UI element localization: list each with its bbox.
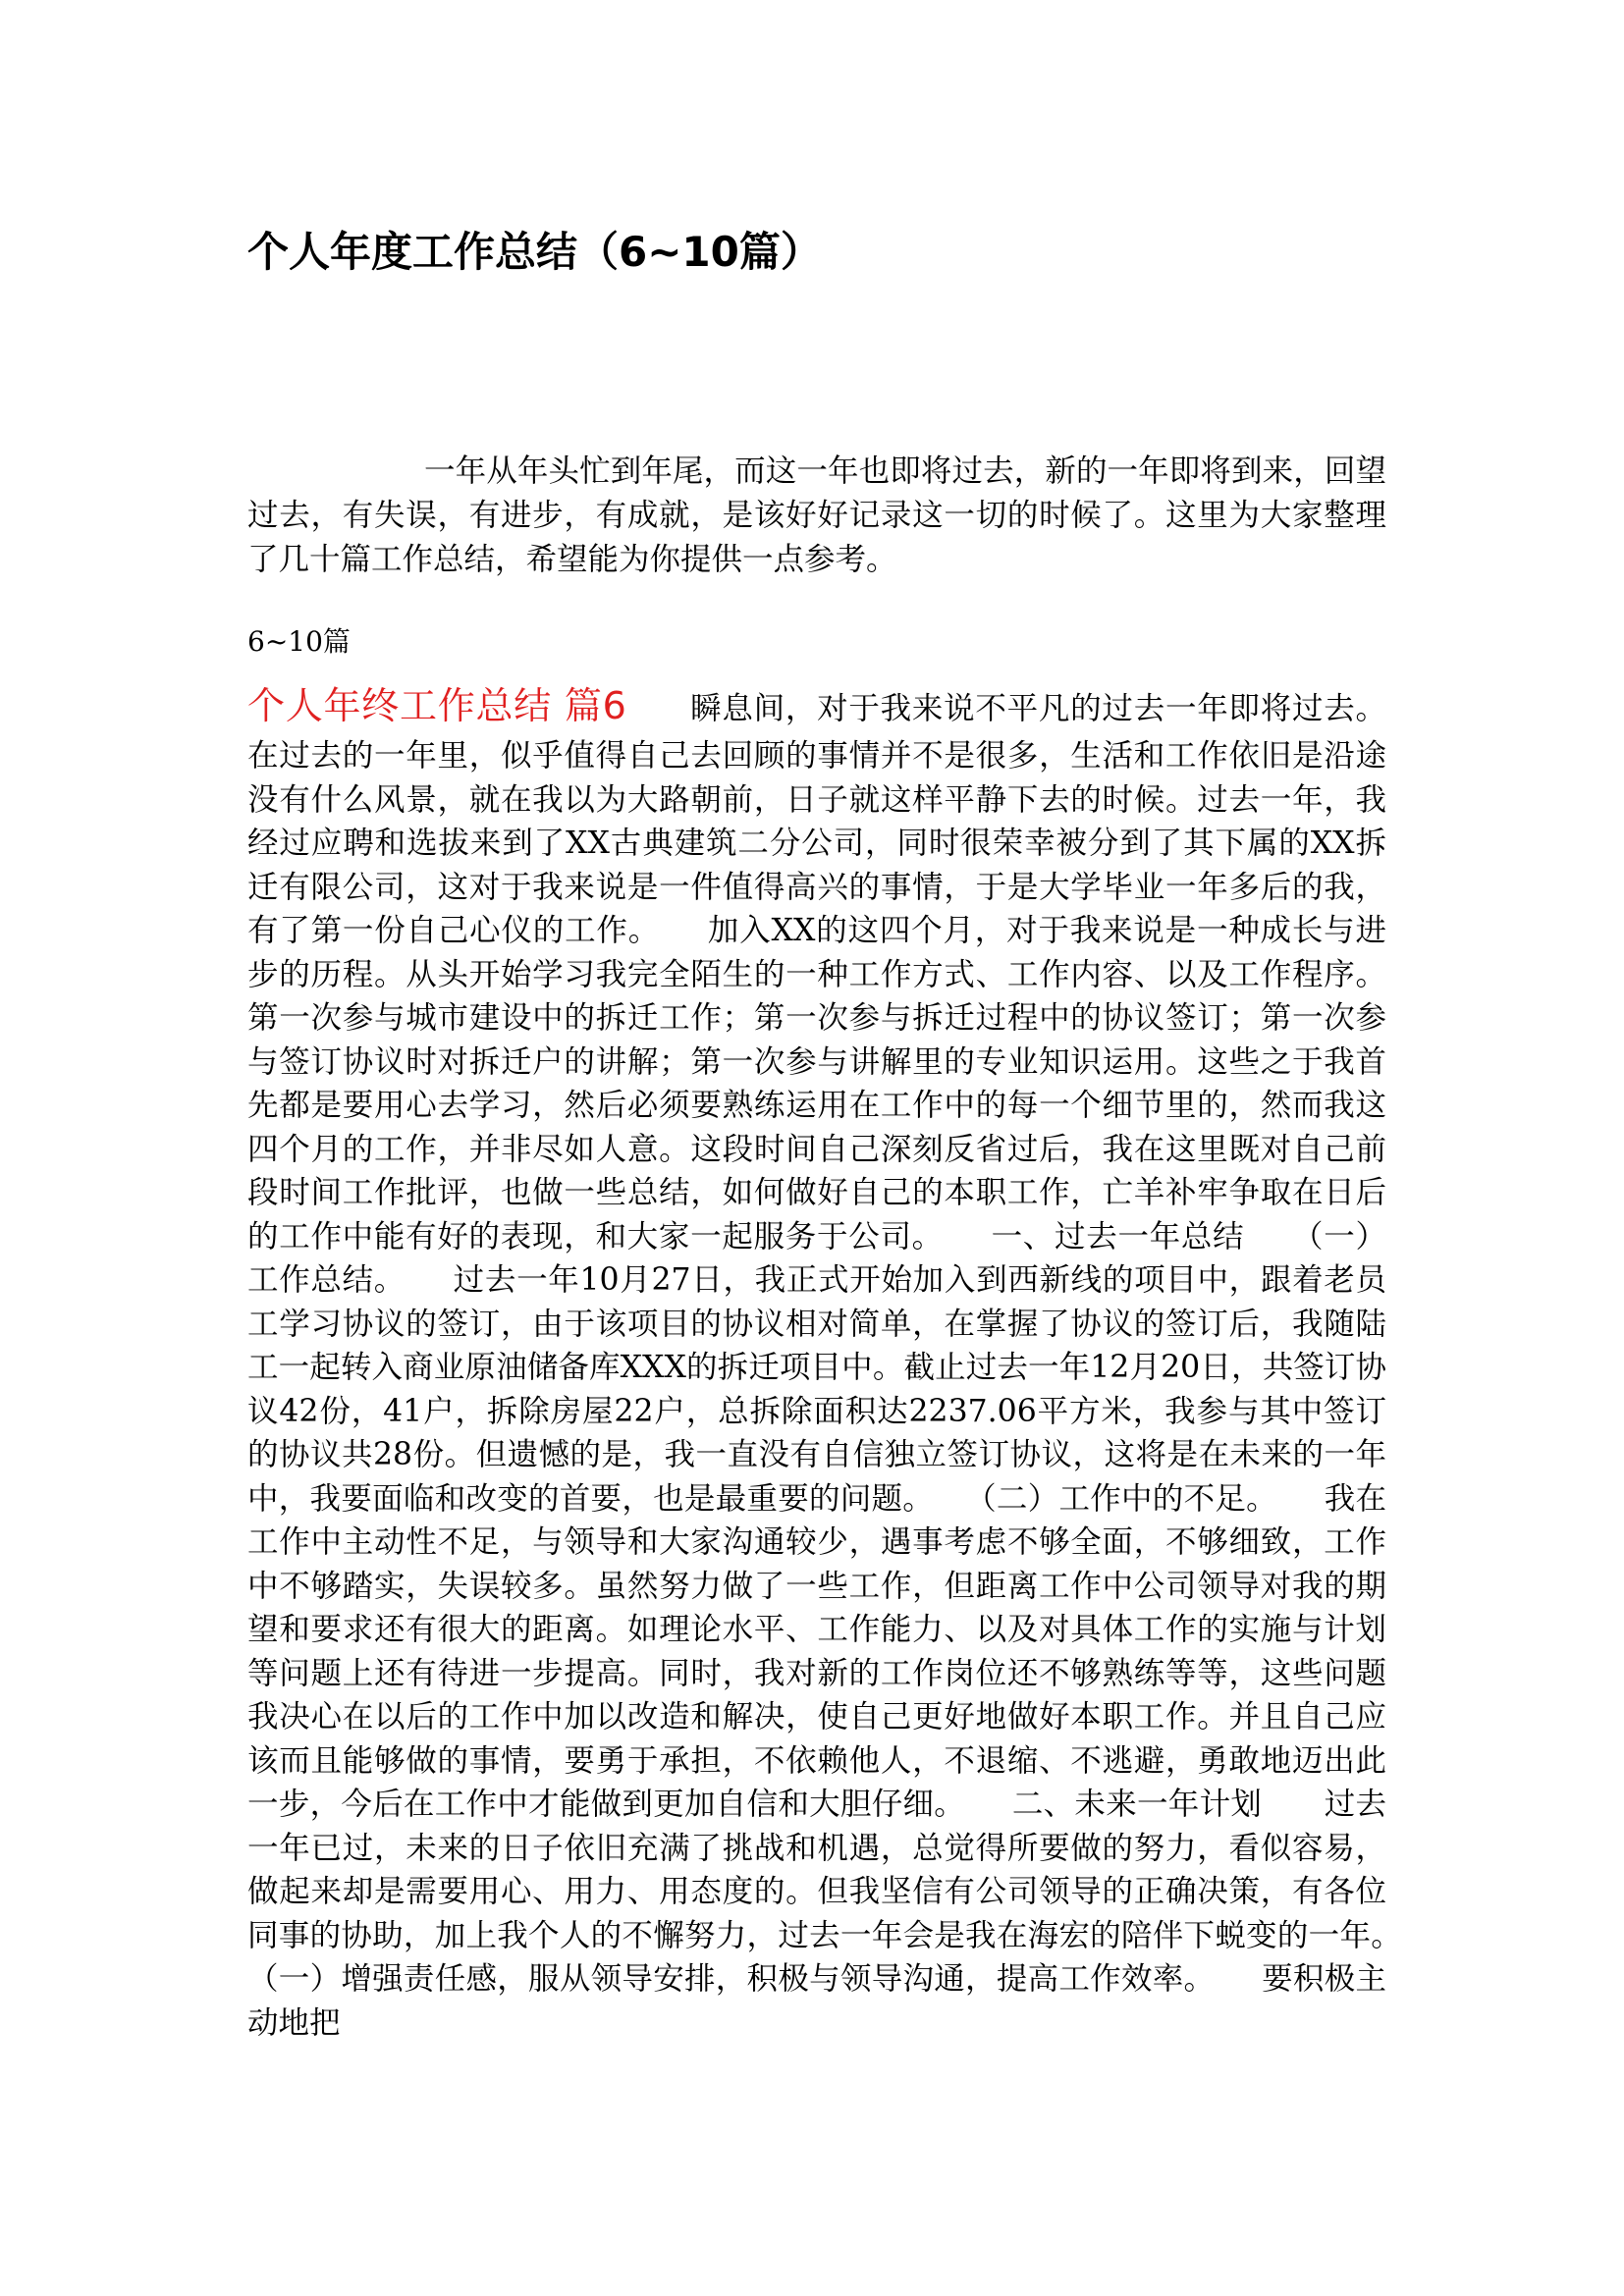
section-body-text: 瞬息间，对于我来说不平凡的过去一年即将过去。在过去的一年里，似乎值得自己去回顾的事情并不是很多，生活和工作依旧是沿途没有什么风景，就在我以为大路朝前，日子就这样平静下去的时候。过去一年，我经过应聘和选拔来到了XX古典建筑二分公司，同时很荣幸被分到了其下属的XX拆迁有限公司，这对于我来说是一件值得高兴的事情，于是大学毕业一年多后的我，有了第一份自己心仪的工作。 加入XX的这四个月，对于我来说是一种成长与进步的历程。从头开始学习我完全陌生的一种工作方式、工作内容、以及工作程序。第一次参与城市建设中的拆迁工作；第一次参与拆迁过程中的协议签订；第一次参与签订协议时对拆迁户的讲解；第一次参与讲解里的专业知识运用。这些之于我首先都是要用心去学习，然后必须要熟练运用在工作中的每一个细节里的，然而我这四个月的工作，并非尽如人意。这段时间自己深刻反省过后，我在这里既对自己前段时间工作批评，也做一些总结，如何做好自己的本职工作，亡羊补牢争取在日后的工作中能有好的表现，和大家一起服务于公司。 一、过去一年总结 （一）工作总结。 过去一年10月27日，我正式开始加入到西新线的项目中，跟着老员工学习协议的签订，由于该项目的协议相对简单，在掌握了协议的签订后，我随陆工一起转入商业原油储备库XXX的拆迁项目中。截止过去一年12月20日，共签订协议42份，41户，拆除房屋22户，总拆除面积达2237.06平方米，我参与其中签订的协议共28份。但遗憾的是，我一直没有自信独立签订协议，这将是在未来的一年中，我要面临和改变的首要，也是最重要的问题。 （二）工作中的不足。 我在工作中主动性不足，与领导和大家沟通较少，遇事考虑不够全面，不够细致，工作中不够踏实，失误较多。虽然努力做了一些工作，但距离工作中公司领导对我的期望和要求还有很大的距离。如理论水平、工作能力、以及对具体工作的实施与计划等问题上还有待进一步提高。同时，我对新的工作岗位还不够熟练等等，这些问题我决心在以后的工作中加以改造和解决，使自己更好地做好本职工作。并且自己应该而且能够做的事情，要勇于承担，不依赖他人，不退缩、不逃避，勇敢地迈出此一步，今后在工作中才能做到更加自信和大胆仔细。 二、未来一年计划 过去一年已过，未来的日子依旧充满了挑战和机遇，总觉得所要做的努力，看似容易，做起来却是需要用心、用力、用态度的。但我坚信有公司领导的正确决策，有各位同事的协助，加上我个人的不懈努力，过去一年会是我在海宏的陪伴下蜕变的一年。 （一）增强责任感，服从领导安排，积极与领导沟通，提高工作效率。 要积极主动地把 bbox=[247, 691, 1449, 2041]
section-heading: 个人年终工作总结 篇6 bbox=[247, 684, 626, 727]
range-label: 6~10篇 bbox=[247, 625, 351, 658]
intro-paragraph: 一年从年头忙到年尾，而这一年也即将过去，新的一年即将到来，回望过去，有失误，有进步，有成就，是该好好记录这一切的时候了。这里为大家整理了几十篇工作总结，希望能为你提供一点参考。 bbox=[247, 454, 1386, 577]
section-body bbox=[247, 677, 1449, 2045]
document-title: 个人年度工作总结（6~10篇） bbox=[247, 228, 822, 276]
